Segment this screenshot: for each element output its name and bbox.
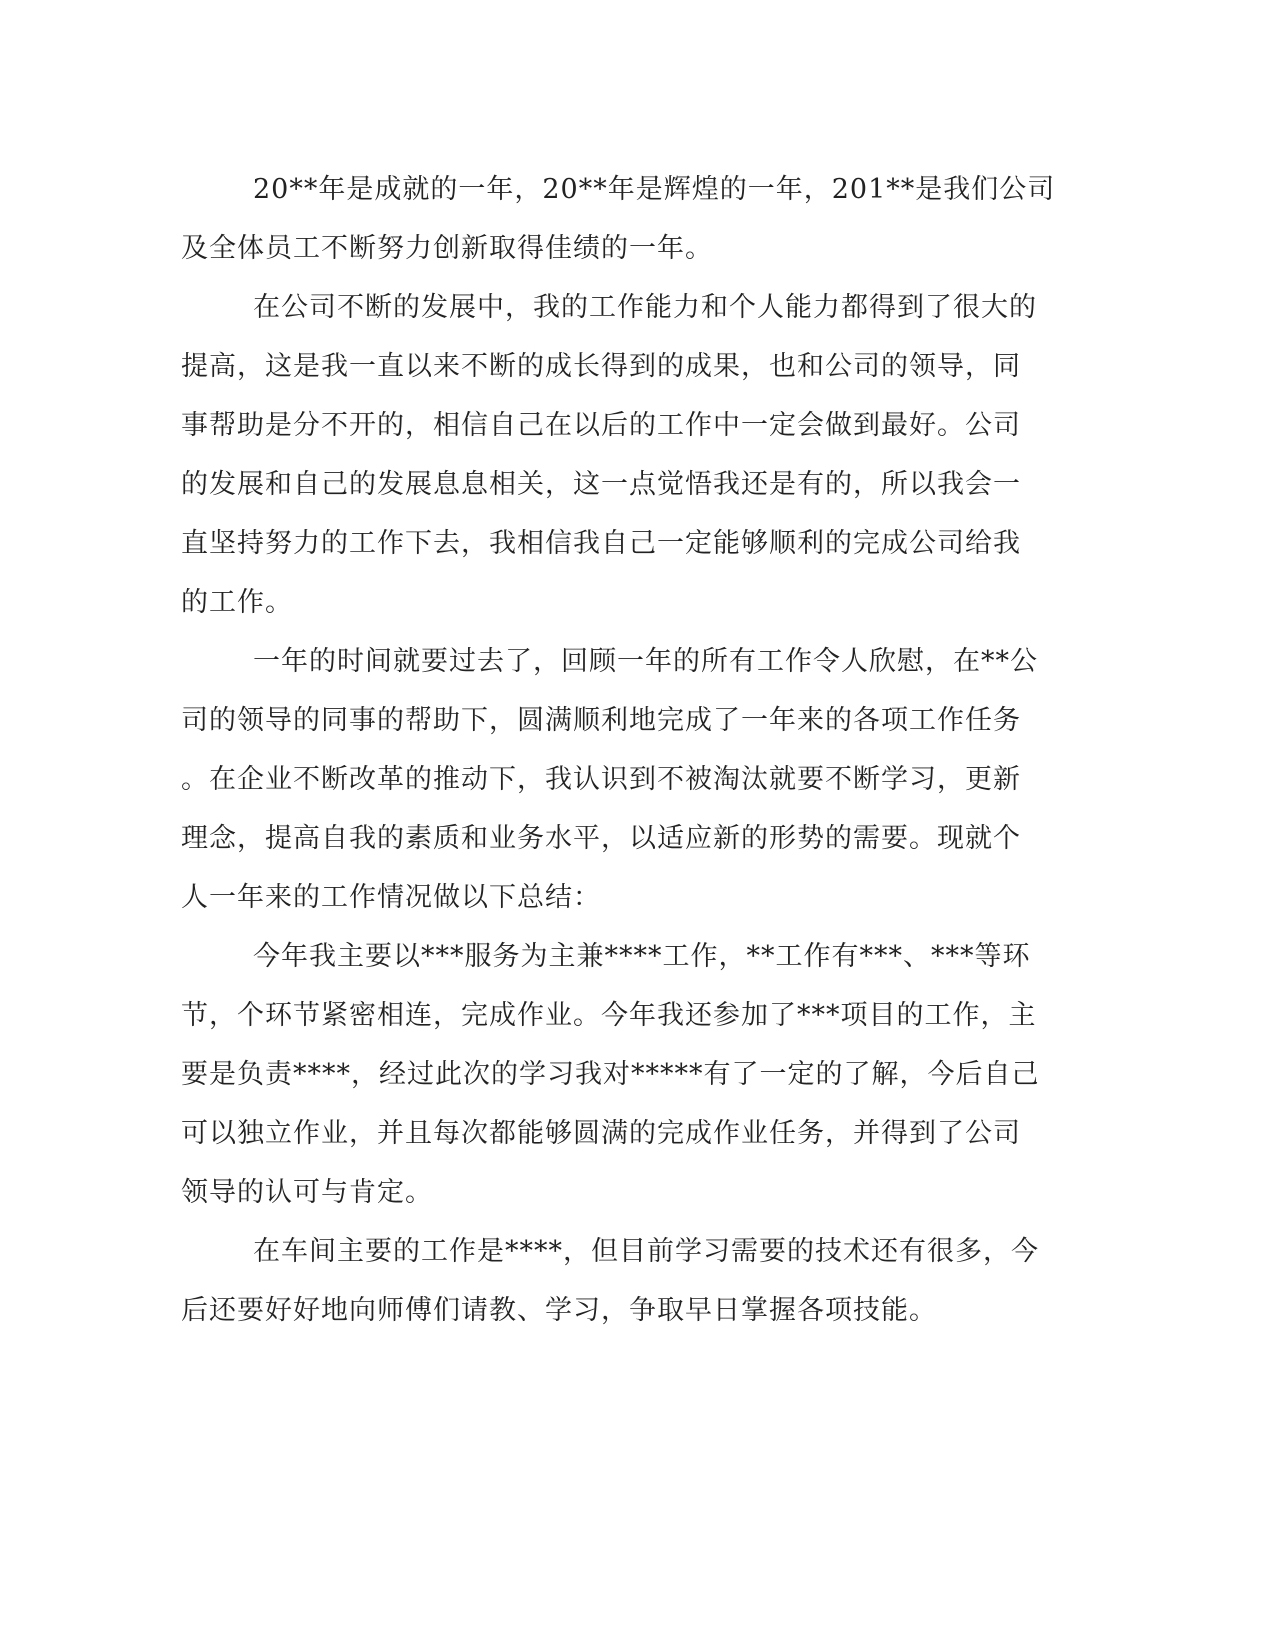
paragraph-line: 后还要好好地向师傅们请教、学习，争取早日掌握各项技能。	[181, 1295, 937, 1326]
paragraph-line: 20**年是成就的一年，20**年是辉煌的一年，201**是我们公司	[253, 174, 1056, 205]
paragraph-line: 要是负责****，经过此次的学习我对*****有了一定的了解，今后自己	[181, 1059, 1040, 1090]
paragraph-line: 领导的认可与肯定。	[181, 1177, 433, 1208]
paragraph-line: 可以独立作业，并且每次都能够圆满的完成作业任务，并得到了公司	[181, 1118, 1021, 1149]
paragraph-line: 理念，提高自我的素质和业务水平，以适应新的形势的需要。现就个	[181, 823, 1021, 854]
paragraph-line: 在公司不断的发展中，我的工作能力和个人能力都得到了很大的	[253, 292, 1037, 323]
paragraph-line: 直坚持努力的工作下去，我相信我自己一定能够顺利的完成公司给我	[181, 528, 1021, 559]
paragraph-line: 的发展和自己的发展息息相关，这一点觉悟我还是有的，所以我会一	[181, 469, 1021, 500]
paragraph-line: 节，个环节紧密相连，完成作业。今年我还参加了***项目的工作，主	[181, 1000, 1037, 1031]
paragraph-line: 一年的时间就要过去了，回顾一年的所有工作令人欣慰，在**公	[253, 646, 1038, 677]
paragraph-line: 及全体员工不断努力创新取得佳绩的一年。	[181, 233, 713, 264]
paragraph-line: 在车间主要的工作是****，但目前学习需要的技术还有很多，今	[253, 1236, 1039, 1267]
paragraph-line: 人一年来的工作情况做以下总结：	[181, 882, 601, 913]
paragraph-line: 。在企业不断改革的推动下，我认识到不被淘汰就要不断学习，更新	[181, 764, 1021, 795]
paragraph-line: 事帮助是分不开的，相信自己在以后的工作中一定会做到最好。公司	[181, 410, 1021, 441]
paragraph-line: 提高，这是我一直以来不断的成长得到的成果，也和公司的领导，同	[181, 351, 1021, 382]
paragraph-line: 的工作。	[181, 587, 293, 618]
paragraph-3	[181, 632, 1038, 927]
paragraph-5	[181, 1222, 1039, 1340]
paragraph-line: 司的领导的同事的帮助下，圆满顺利地完成了一年来的各项工作任务	[181, 705, 1021, 736]
paragraph-4	[181, 927, 1040, 1222]
paragraph-line: 今年我主要以***服务为主兼****工作，**工作有***、***等环	[253, 941, 1031, 972]
paragraph-1	[181, 160, 1056, 278]
document-body	[181, 160, 1056, 1340]
paragraph-2	[181, 278, 1037, 632]
